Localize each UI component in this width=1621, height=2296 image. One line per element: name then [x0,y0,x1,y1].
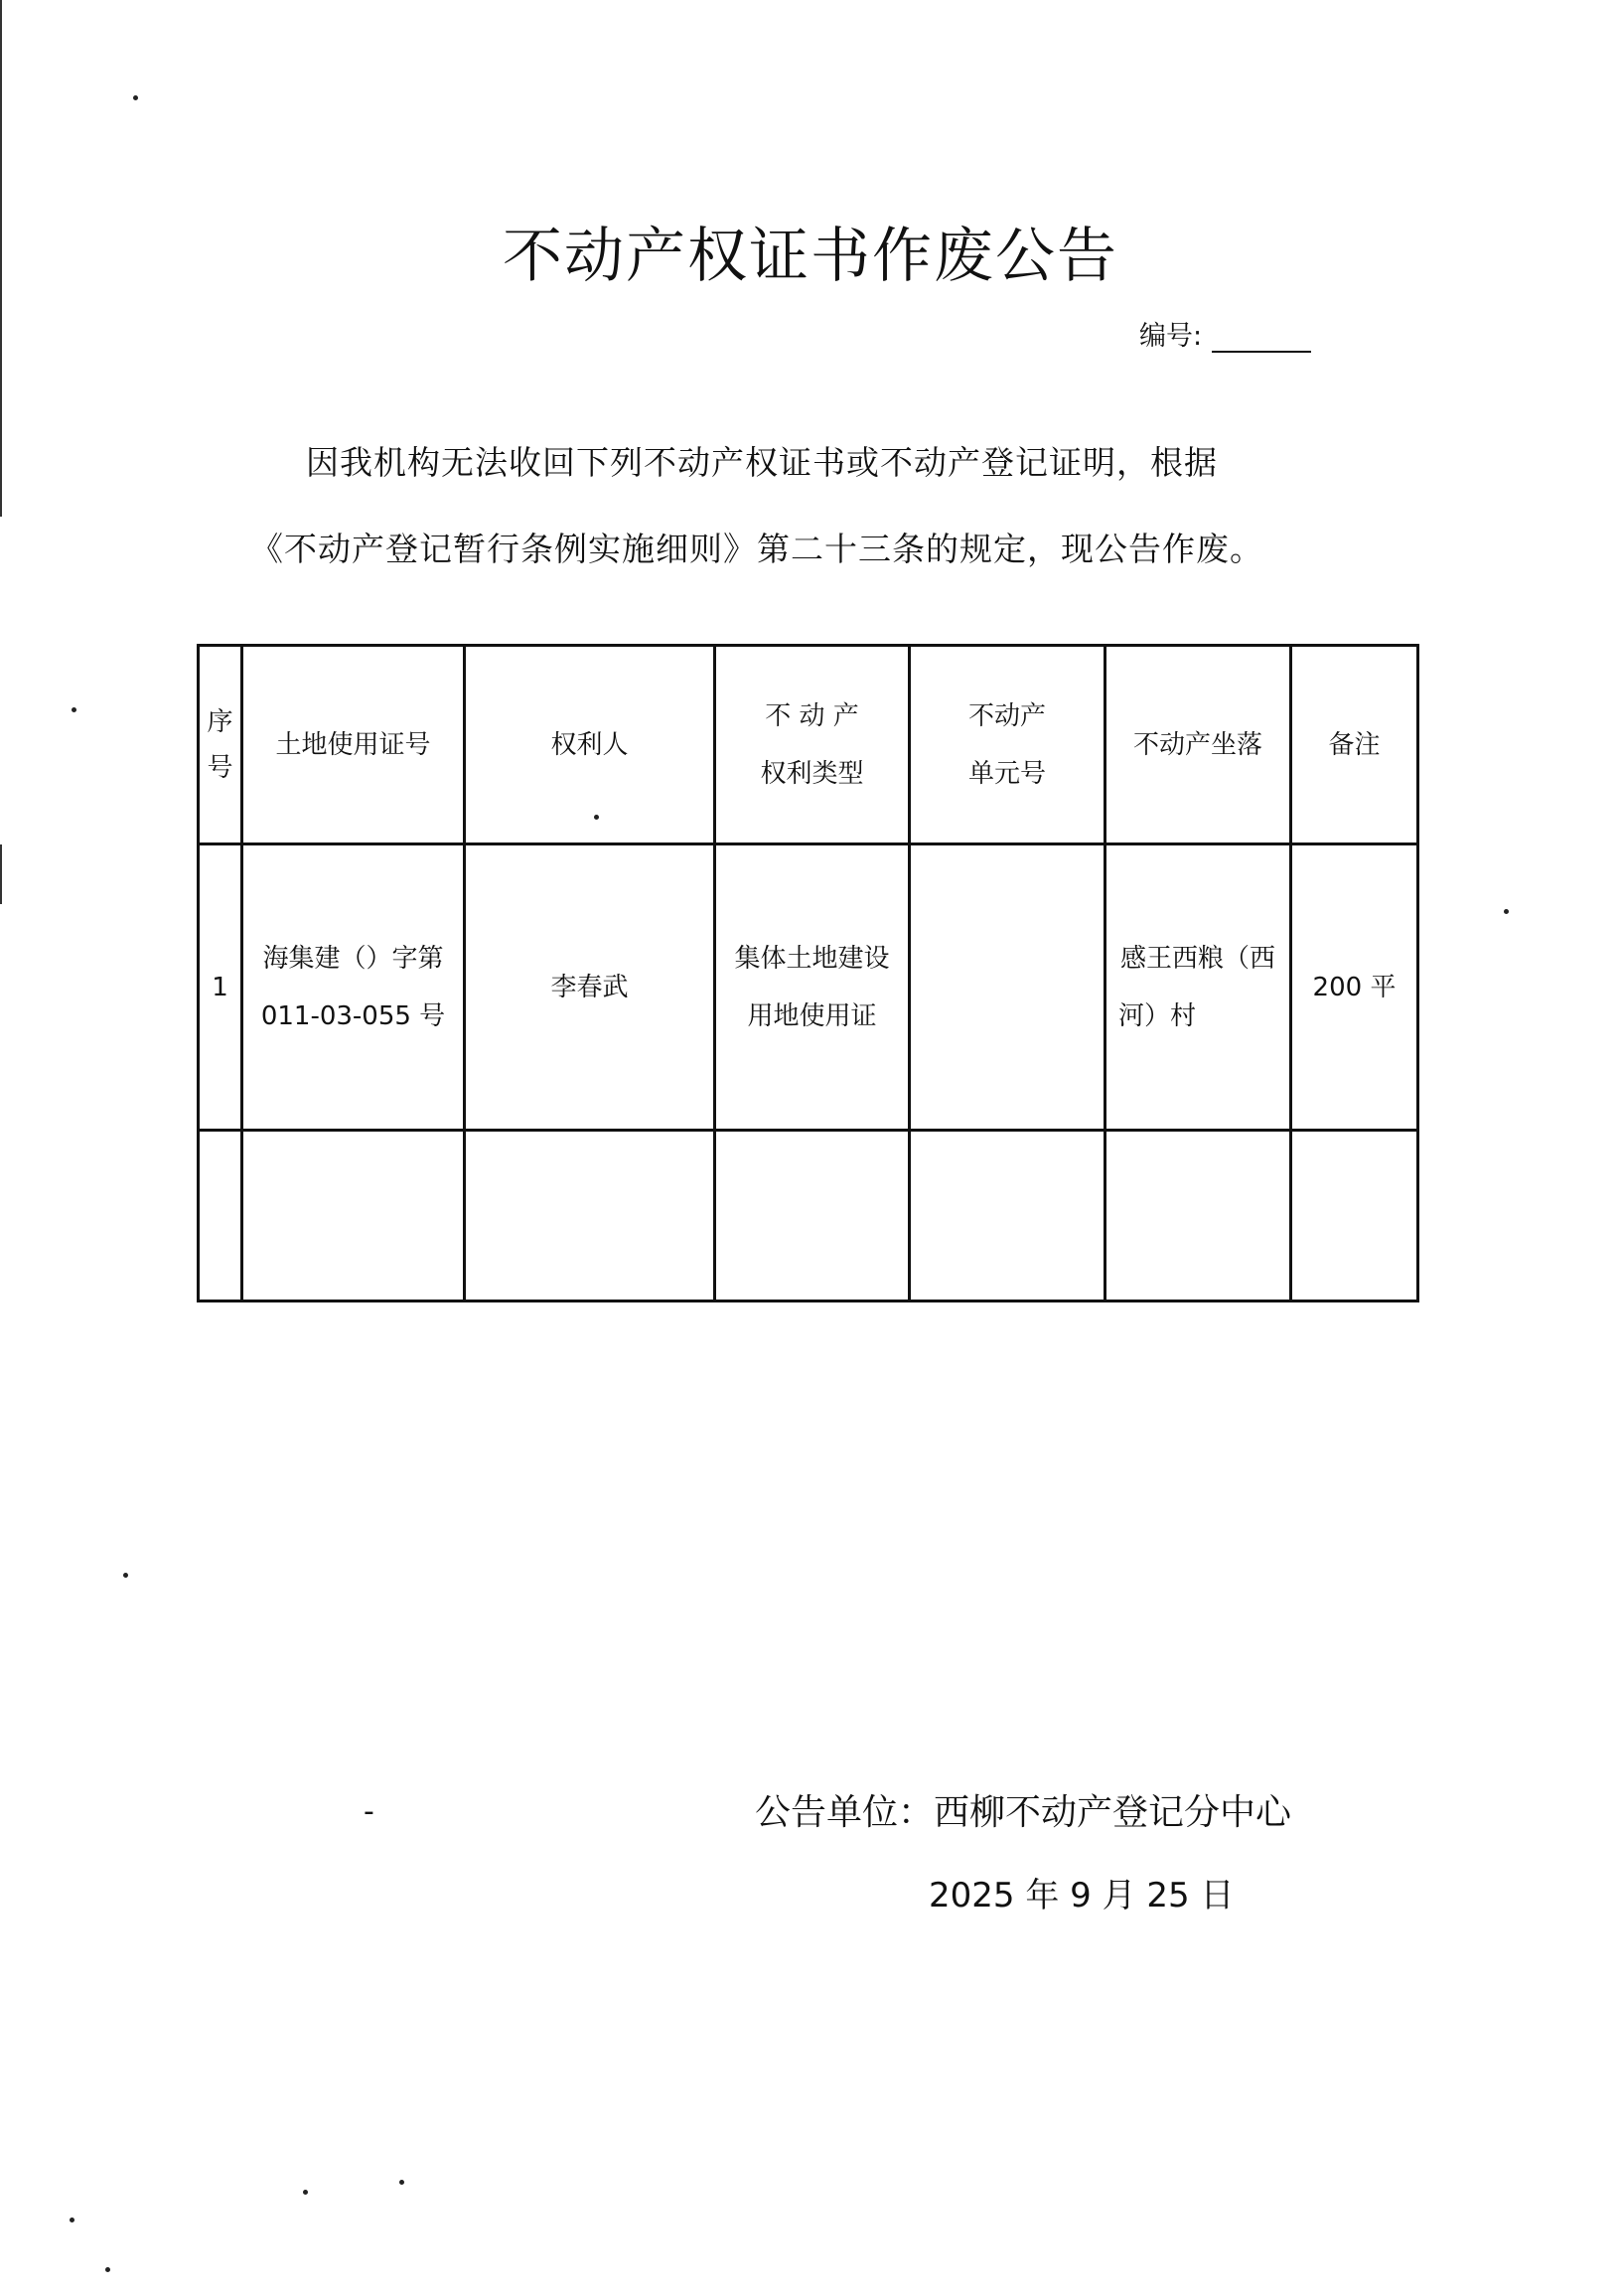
cell-location [1105,844,1291,1131]
header-unit-no-line-2: 单元号 [967,758,1046,789]
cell-certificate-no-line-1: 海集建（）字第 [262,943,444,974]
empty-cell [1291,1131,1418,1301]
header-location-label: 不动产坐落 [1132,729,1262,760]
empty-cell [1105,1131,1291,1301]
cell-right-type [715,844,910,1131]
header-holder [465,646,715,844]
scan-speck [72,707,76,712]
header-holder-label: 权利人 [550,729,629,760]
header-seq [199,646,242,844]
cell-location-line-1: 感王西粮（西 [1119,943,1275,974]
header-remarks [1291,646,1418,844]
scan-edge-line-lower [0,844,2,904]
notice-paragraph-line-2: 《不动产登记暂行条例实施细则》第二十三条的规定，现公告作废。 [250,530,1263,568]
header-certificate-no [242,646,465,844]
cell-seq [199,844,242,1131]
cell-right-type-line-2: 用地使用证 [747,1000,877,1031]
header-seq-line-1: 序 [207,706,233,737]
scan-speck [133,95,138,100]
header-seq-line-2: 号 [207,752,233,783]
document-number-label: 编号: [1139,321,1203,352]
cell-remarks [1291,844,1418,1131]
header-right-type-line-2: 权利类型 [760,758,864,789]
cell-holder-value: 李春武 [550,972,629,1002]
scan-speck [399,2180,404,2185]
notice-paragraph-line-1: 因我机构无法收回下列不动产权证书或不动产登记证明，根据 [306,443,1218,482]
empty-cell [465,1131,715,1301]
header-unit-no-line-1: 不动产 [967,700,1046,731]
table-row-empty [199,1131,1418,1301]
header-location [1105,646,1291,844]
issue-date: 2025 年 9 月 25 日 [929,1876,1235,1915]
header-right-type [715,646,910,844]
scan-speck [105,2267,110,2272]
document-number-blank [1212,325,1311,353]
scan-speck [123,1573,128,1578]
document-title: 不动产权证书作废公告 [503,222,1118,291]
empty-cell [242,1131,465,1301]
empty-cell [199,1131,242,1301]
cell-seq-value: 1 [212,972,228,1002]
header-right-type-line-1: 不 动 产 [765,700,859,731]
void-certificate-table [197,644,1419,1302]
cell-certificate-no-line-2: 011-03-055 号 [260,1000,446,1031]
table-row [199,844,1418,1131]
empty-cell [715,1131,910,1301]
cell-remarks-value: 200 平 [1312,972,1397,1002]
document-number [1139,314,1311,353]
scan-speck [594,815,599,820]
cell-location-line-2: 河）村 [1118,1000,1197,1031]
issuing-unit: 公告单位：西柳不动产登记分中心 [755,1792,1292,1833]
stray-dash: - [364,1794,374,1829]
cell-certificate-no [242,844,465,1131]
header-unit-no [910,646,1105,844]
cell-right-type-line-1: 集体土地建设 [734,943,890,974]
empty-cell [910,1131,1105,1301]
scan-speck [303,2190,308,2195]
cell-holder [465,844,715,1131]
header-certificate-no-label: 土地使用证号 [275,729,431,760]
table-header-row [199,646,1418,844]
scan-speck [70,2218,74,2222]
scan-speck [1504,909,1509,914]
cell-unit-no [910,844,1105,1131]
header-remarks-label: 备注 [1328,729,1381,760]
